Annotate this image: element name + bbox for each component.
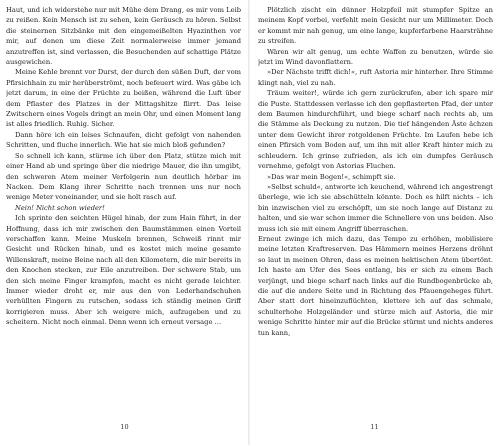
paragraph: Nein! Nicht schon wieder!: [15, 203, 105, 212]
paragraph: Haut, und ich widerstehe nur mit Mühe dem Drang, es mir vom Leib zu reißen. Kein Mensch ist zu sehen, kein Geräusch zu hören. Selbst die steinernen Sitzbänke mit den eingemeißelten Hyazinthen vor mir, auf denen um diese Zeit normalerweise immer jemand anzutreffen ist, sind verlassen, die Besuchenden auf schattige Plätze ausgewichen.: [6, 6, 241, 67]
paragraph: »Der Nächste trifft dich!«, ruft Astoria mir hinterher. Ihre Stimme klingt nah, viel zu nah.: [258, 68, 493, 87]
paragraph: Plötzlich zischt ein dünner Holzpfeil mit stumpfer Spitze an meinem Kopf vorbei, verfehlt mein Gesicht nur um Millimeter. Doch er kommt mir nah genug, um eine lange, kupferfarbene Haarsträhne zu streifen.: [258, 6, 493, 46]
paragraph: »Selbst schuld«, antworte ich keuchend, während ich angestrengt überlege, wie ich sie abschütteln könnte. Doch es hilft nichts – ich bin inzwischen viel zu erschöpft, um sie noch lange auf Distanz zu halten, und sie war schon immer die Schnellere von uns beiden. Also muss ich sie mit einem Angriff überraschen.: [258, 182, 493, 233]
left-page-text: [6, 5, 241, 417]
left-page: [0, 0, 249, 445]
paragraph: Wären wir alt genug, um echte Waffen zu benutzen, würde sie jetzt im Wind davonflattern.: [258, 47, 493, 67]
paragraph: Erneut zwinge ich mich dazu, das Tempo zu erhöhen, mobilisiere meine letzten Kraftreserven. Das Hämmern meines Herzens dröhnt so laut in meinen Ohren, dass es meinen hektischen Atem übertönt. Ich haste am Ufer des Sees entlang, bis er sich zu einem Bach verjüngt, und biege scharf nach links auf die Rundbogenbrücke ab, die auf die andere Seite und in Richtung des Pfauengeheges führt. Aber statt dort hineinzuflüchten, klettere ich auf das schmale, schulterhohe Holzgeländer und stürze mich auf Astoria, die mir wenige Schritte hinter mir auf die Brücke stürmt und nichts anderes tun kann,: [258, 234, 493, 337]
paragraph: »Das war mein Bogen!«, schimpft sie.: [267, 172, 396, 181]
left-page-number: 10: [120, 423, 129, 431]
right-page: [250, 0, 499, 445]
paragraph: So schnell ich kann, stürme ich über den Platz, stütze mich mit einer Hand ab und springe über die niedrige Mauer, die ihn umgibt, den schweren Atem meiner Verfolgerin nun deutlich hörbar im Nacken. Dem Klang ihrer Schritte nach trennen uns nur noch wenige Meter voneinander, und sie holt rasch auf.: [6, 151, 241, 202]
paragraph: Träum weiter!, würde ich gern zurückrufen, aber ich spare mir die Puste. Stattdessen verlasse ich den gepflasterten Pfad, der unter dem Baumen hindurchführt, und biege scharf nach rechts ab, um die Stämme als Deckung zu nutzen. Die tief hängenden Äste ächzen unter dem Gewicht ihrer rotgoldenen Früchte. Im Laufen hebe ich einen Pfirsich vom Boden auf, um ihn mit aller Kraft hinter mich zu schleudern. Ich grinse zufrieden, als ich ein dumpfes Geräusch vernehme, gefolgt von Astorias Fluchen.: [258, 89, 493, 171]
paragraph: Dann höre ich ein leises Schnaufen, dicht gefolgt von nahenden Schritten, und fluche innerlich. Wie hat sie mich bloß gefunden?: [6, 130, 241, 150]
right-page-number: 11: [370, 423, 379, 431]
paragraph: Ich sprinte den seichten Hügel hinab, der zum Hain führt, in der Hoffnung, dass ich mir zwischen den Baumstämmen einen Vorteil verschaffen kann. Meine Muskeln brennen, Schweiß rinnt mir Gesicht und Rücken hinab, und es kostet mich meine gesamte Willenskraft, meine Beine nach all den Kilometern, die mir bereits in den Knochen stecken, zur Eile anzutreiben. Der schwere Stab, um den sich meine Finger krampfen, macht es nicht gerade leichter. Immer wieder droht er, mir aus den von Lederhandschuhen verhüllten Fingern zu rutschen, sodass ich ständig meinen Griff korrigieren muss. Aber ich weigere mich, aufzugeben und zu scheitern. Nicht noch einmal. Denn wenn ich erneut versage …: [6, 214, 241, 327]
right-page-text: [258, 5, 493, 417]
paragraph: Meine Kehle brennt vor Durst, der durch den süßen Duft, der vom Pfirsichhain zu mir herüberströmt, noch befeuert wird. Was gäbe ich jetzt darum, in eine der Früchte zu beißen, während die Luft über dem Pflaster des Platzes in der Mittagshitze flirrt. Das leise Zwitschern eines Vogels dringt an mein Ohr, und einen Moment lang ist alles friedlich. Ruhig. Sicher.: [6, 68, 241, 129]
